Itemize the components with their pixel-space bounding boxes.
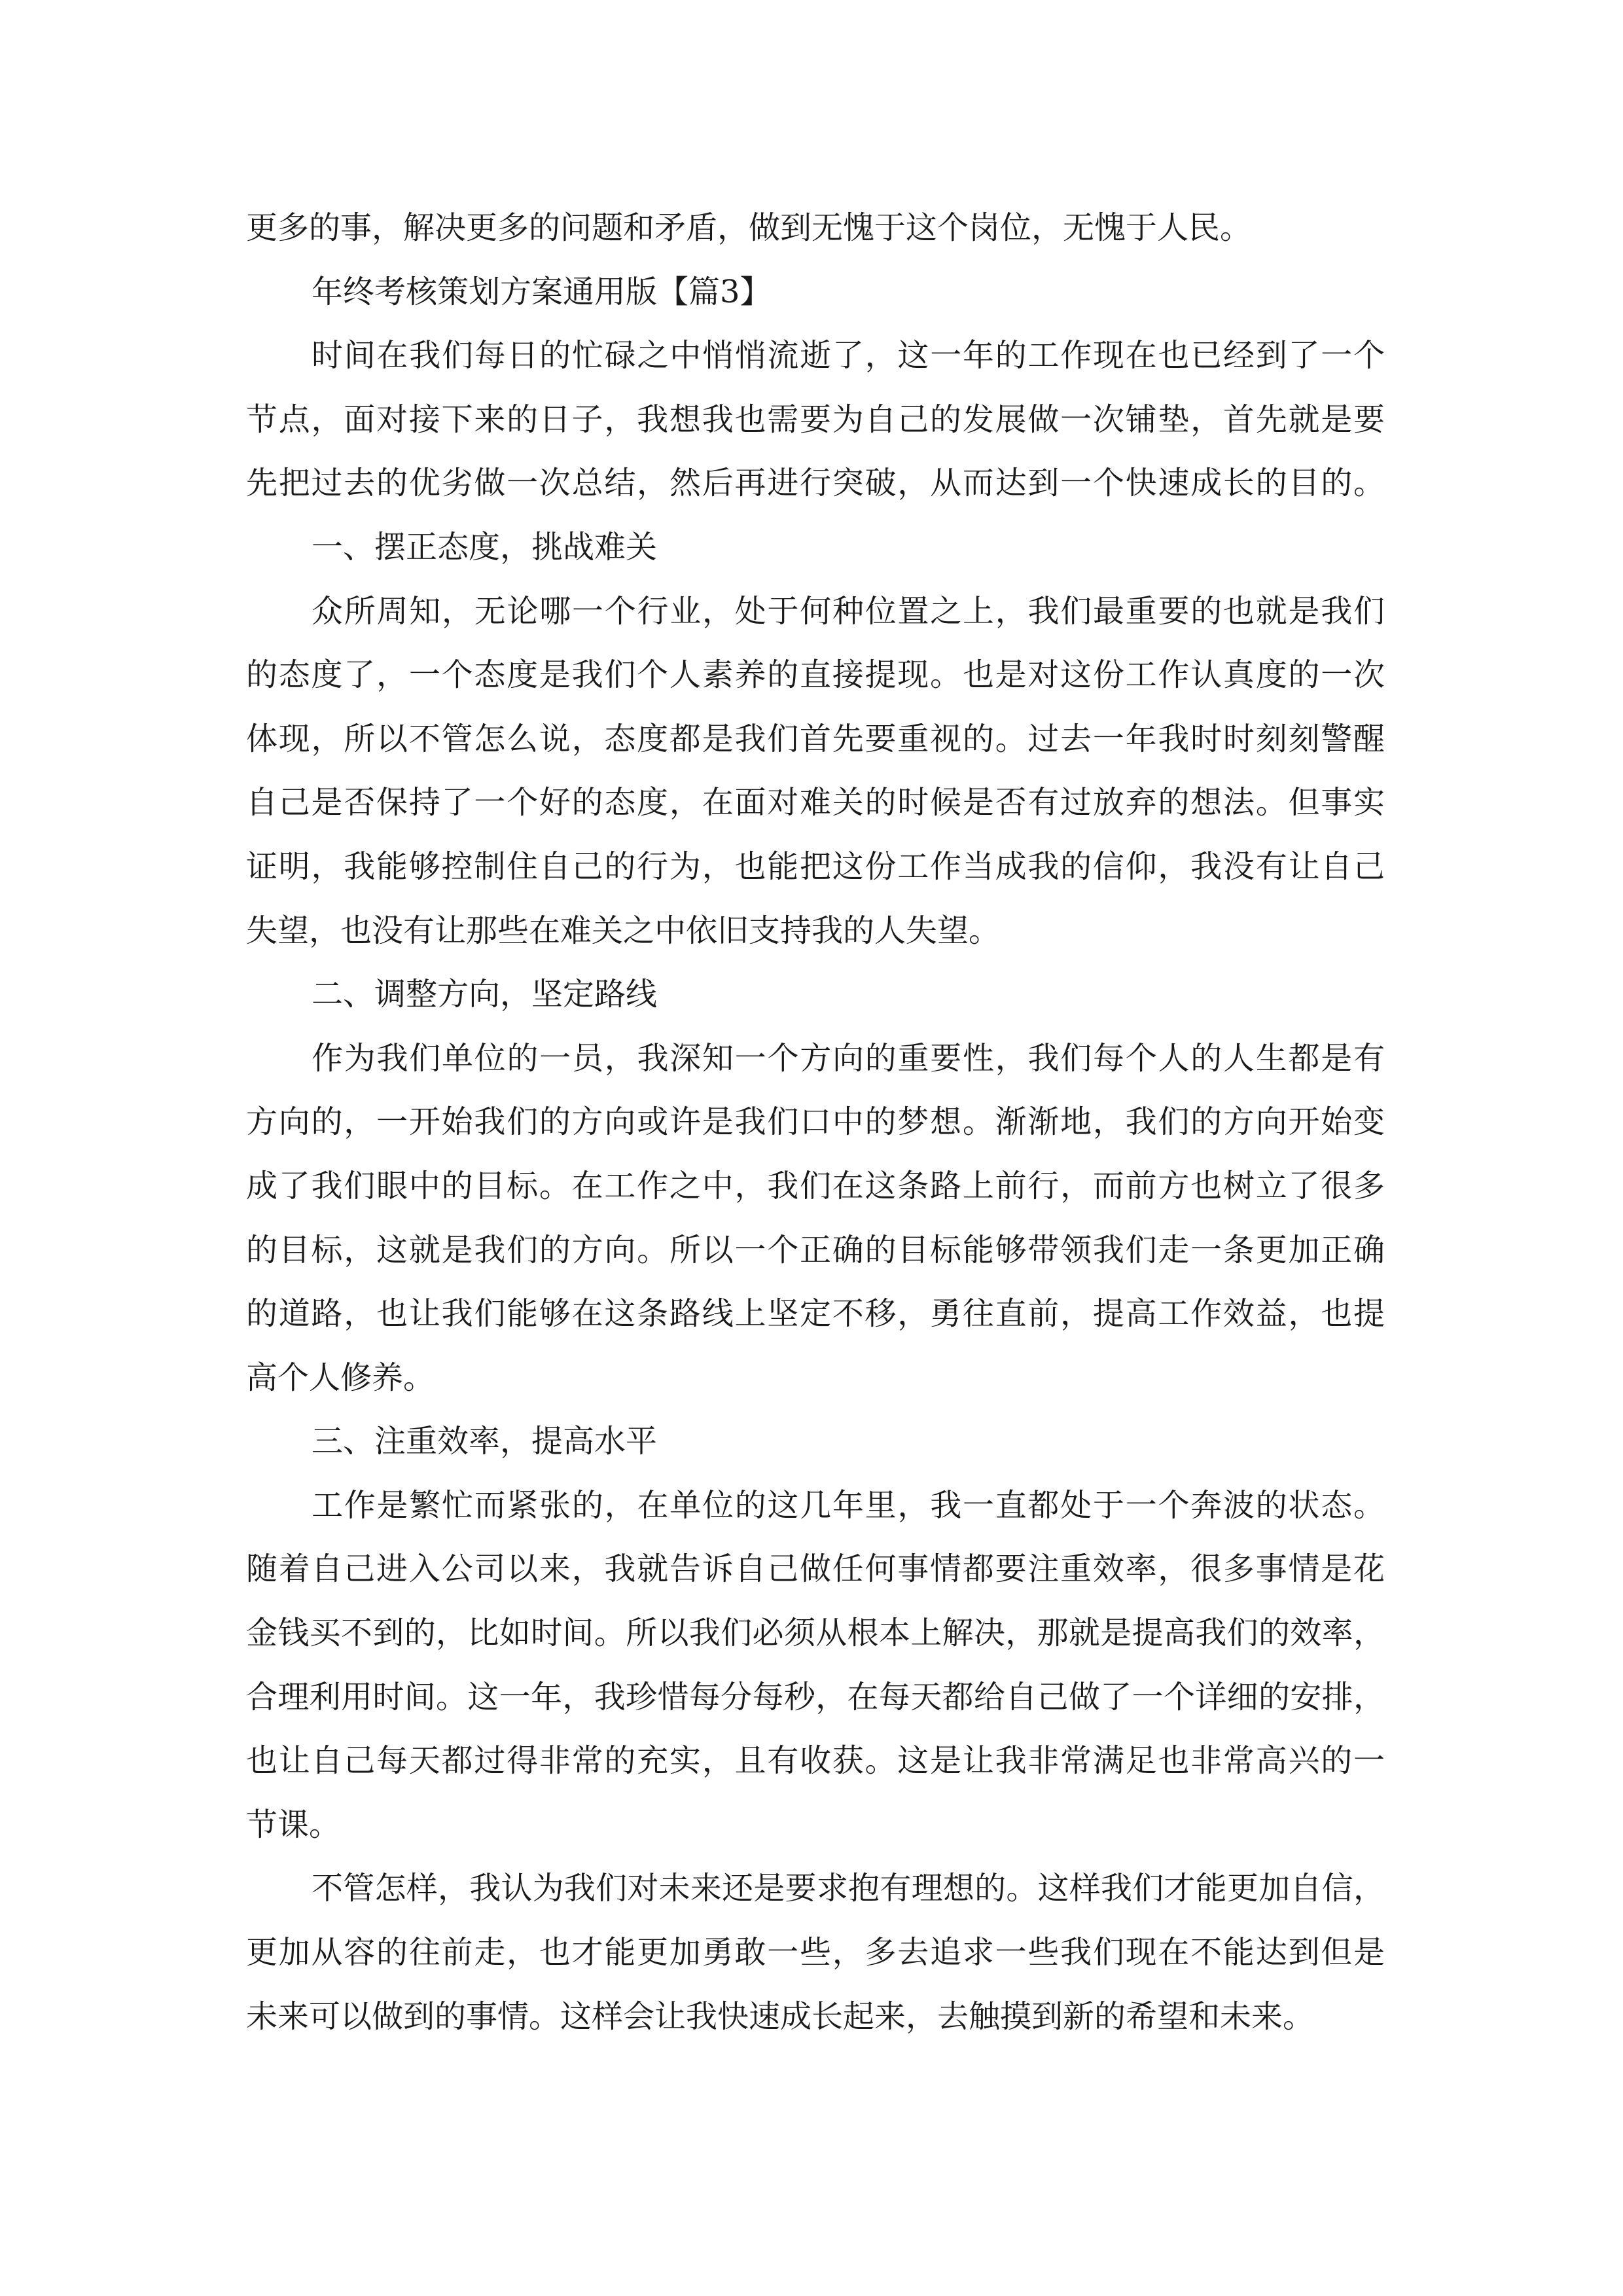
heading-three: 三、注重效率，提高水平 (312, 1423, 658, 1460)
document-page (246, 196, 1385, 2049)
heading-two: 二、调整方向，坚定路线 (312, 976, 658, 1013)
body-line: 作为我们单位的一员，我深知一个方向的重要性，我们每个人的人生都是有 (312, 1039, 1385, 1077)
body-line: 合理利用时间。这一年，我珍惜每分每秒，在每天都给自己做了一个详细的安排， (246, 1678, 1385, 1715)
body-line: 时间在我们每日的忙碌之中悄悄流逝了，这一年的工作现在也已经到了一个 (312, 337, 1385, 374)
body-line: 工作是繁忙而紧张的，在单位的这几年里，我一直都处于一个奔波的状态。 (312, 1486, 1385, 1524)
body-line: 方向的，一开始我们的方向或许是我们口中的梦想。渐渐地，我们的方向开始变 (246, 1103, 1385, 1141)
body-line: 节课。 (246, 1806, 341, 1843)
body-line: 未来可以做到的事情。这样会让我快速成长起来，去触摸到新的希望和未来。 (246, 1998, 1315, 2035)
body-line: 众所周知，无论哪一个行业，处于何种位置之上，我们最重要的也就是我们 (312, 592, 1385, 630)
body-line: 体现，所以不管怎么说，态度都是我们首先要重视的。过去一年我时时刻刻警醒 (246, 720, 1385, 757)
body-line: 的道路，也让我们能够在这条路线上坚定不移，勇往直前，提高工作效益，也提 (246, 1295, 1385, 1333)
body-line: 更加从容的往前走，也才能更加勇敢一些，多去追求一些我们现在不能达到但是 (246, 1934, 1385, 1971)
body-line: 先把过去的优劣做一次总结，然后再进行突破，从而达到一个快速成长的目的。 (246, 465, 1385, 502)
body-line: 节点，面对接下来的日子，我想我也需要为自己的发展做一次铺垫，首先就是要 (246, 401, 1385, 438)
body-line: 成了我们眼中的目标。在工作之中，我们在这条路上前行，而前方也树立了很多 (246, 1167, 1385, 1204)
body-line: 高个人修养。 (246, 1359, 435, 1396)
body-line: 证明，我能够控制住自己的行为，也能把这份工作当成我的信仰，我没有让自己 (246, 848, 1385, 885)
body-line: 的目标，这就是我们的方向。所以一个正确的目标能够带领我们走一条更加正确 (246, 1231, 1385, 1268)
body-line: 失望，也没有让那些在难关之中依旧支持我的人失望。 (246, 912, 1001, 949)
section-title: 年终考核策划方案通用版【篇3】 (312, 273, 772, 310)
heading-one: 一、摆正态度，挑战难关 (312, 528, 658, 565)
body-line: 更多的事，解决更多的问题和矛盾，做到无愧于这个岗位，无愧于人民。 (246, 209, 1252, 246)
body-line: 自己是否保持了一个好的态度，在面对难关的时候是否有过放弃的想法。但事实 (246, 784, 1385, 821)
body-line: 也让自己每天都过得非常的充实，且有收获。这是让我非常满足也非常高兴的一 (246, 1742, 1385, 1780)
body-line: 不管怎样，我认为我们对未来还是要求抱有理想的。这样我们才能更加自信， (312, 1870, 1385, 1907)
body-line: 随着自己进入公司以来，我就告诉自己做任何事情都要注重效率，很多事情是花 (246, 1551, 1385, 1588)
body-line: 金钱买不到的，比如时间。所以我们必须从根本上解决，那就是提高我们的效率， (246, 1615, 1385, 1652)
body-line: 的态度了，一个态度是我们个人素养的直接提现。也是对这份工作认真度的一次 (246, 656, 1385, 694)
